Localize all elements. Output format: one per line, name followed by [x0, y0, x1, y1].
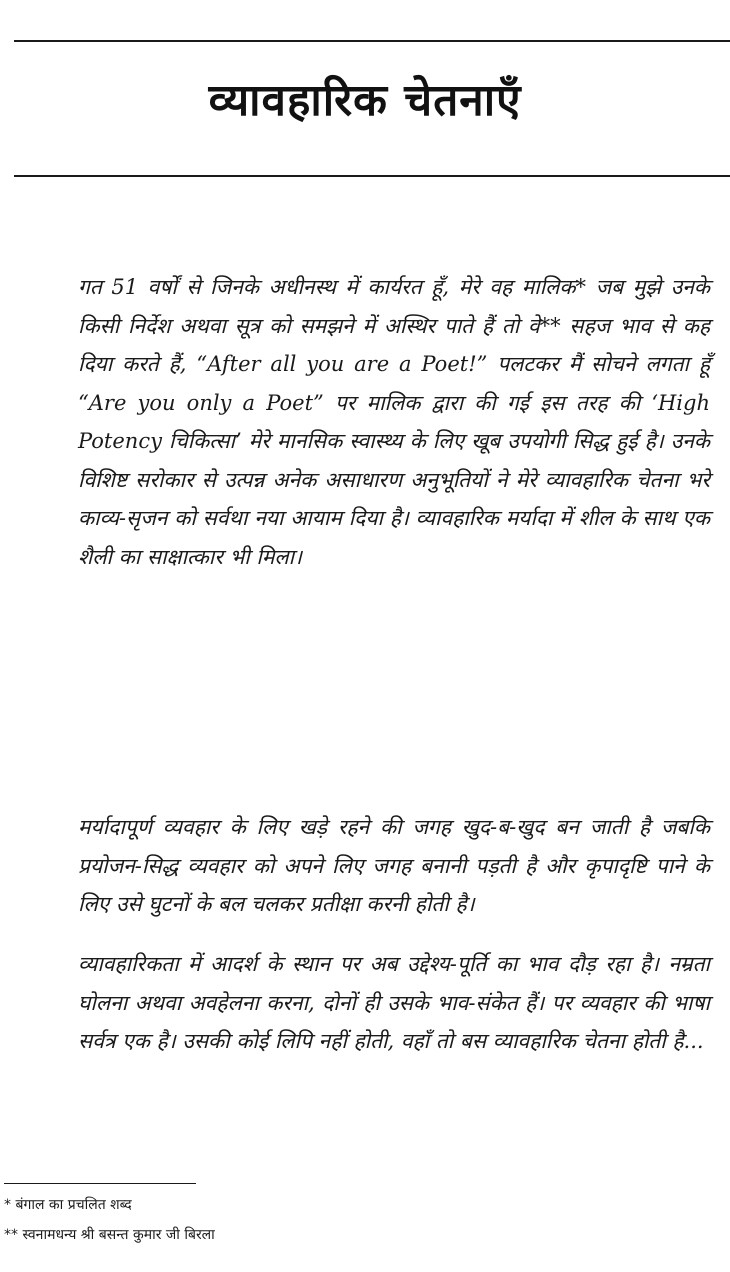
- page-title: व्यावहारिक चेतनाएँ: [208, 75, 522, 126]
- footnote-2: ** स्वनामधन्य श्री बसन्त कुमार जी बिरला: [4, 1227, 215, 1243]
- top-rule: [14, 40, 730, 42]
- footnote-divider: [4, 1183, 196, 1184]
- title-bottom-rule: [14, 175, 730, 177]
- paragraph-3: व्यावहारिकता में आदर्श के स्थान पर अब उद्देश्य-पूर्ति का भाव दौड़ रहा है। नम्रता घोलना अथवा अवहेलना करना, दोनों ही उसके भाव-संकेत हैं। पर व्यवहार की भाषा सर्वत्र एक है। उसकी कोई लिपि नहीं होती, वहाँ तो बस व्यावहारिक चेतना होती है...: [78, 952, 710, 1053]
- footnote-1: * बंगाल का प्रचलित शब्द: [4, 1197, 132, 1213]
- paragraph-2: मर्यादापूर्ण व्यवहार के लिए खड़े रहने की जगह खुद-ब-खुद बन जाती है जबकि प्रयोजन-सिद्ध व्यवहार को अपने लिए जगह बनानी पड़ती है और कृपादृष्टि पाने के लिए उसे घुटनों के बल चलकर प्रतीक्षा करनी होती है।: [78, 815, 710, 916]
- paragraph-1: गत 51 वर्षों से जिनके अधीनस्थ में कार्यरत हूँ, मेरे वह मालिक* जब मुझे उनके किसी निर्देश अथवा सूत्र को समझने में अस्थिर पाते हैं तो वे** सहज भाव से कह दिया करते हैं, “After all you are a Poet!” पलटकर मैं सोचने लगता हूँ “Are you only a Poet” पर मालिक द्वारा की गई इस तरह की ‘High Potency चिकित्सा’ मेरे मानसिक स्वास्थ्य के लिए खूब उपयोगी सिद्ध हुई है। उनके विशिष्ट सरोकार से उत्पन्न अनेक असाधारण अनुभूतियों ने मेरे व्यावहारिक चेतना भरे काव्य-सृजन को सर्वथा नया आयाम दिया है। व्यावहारिक मर्यादा में शील के साथ एक शैली का साक्षात्कार भी मिला।: [78, 275, 710, 569]
- footnotes: [4, 1190, 215, 1250]
